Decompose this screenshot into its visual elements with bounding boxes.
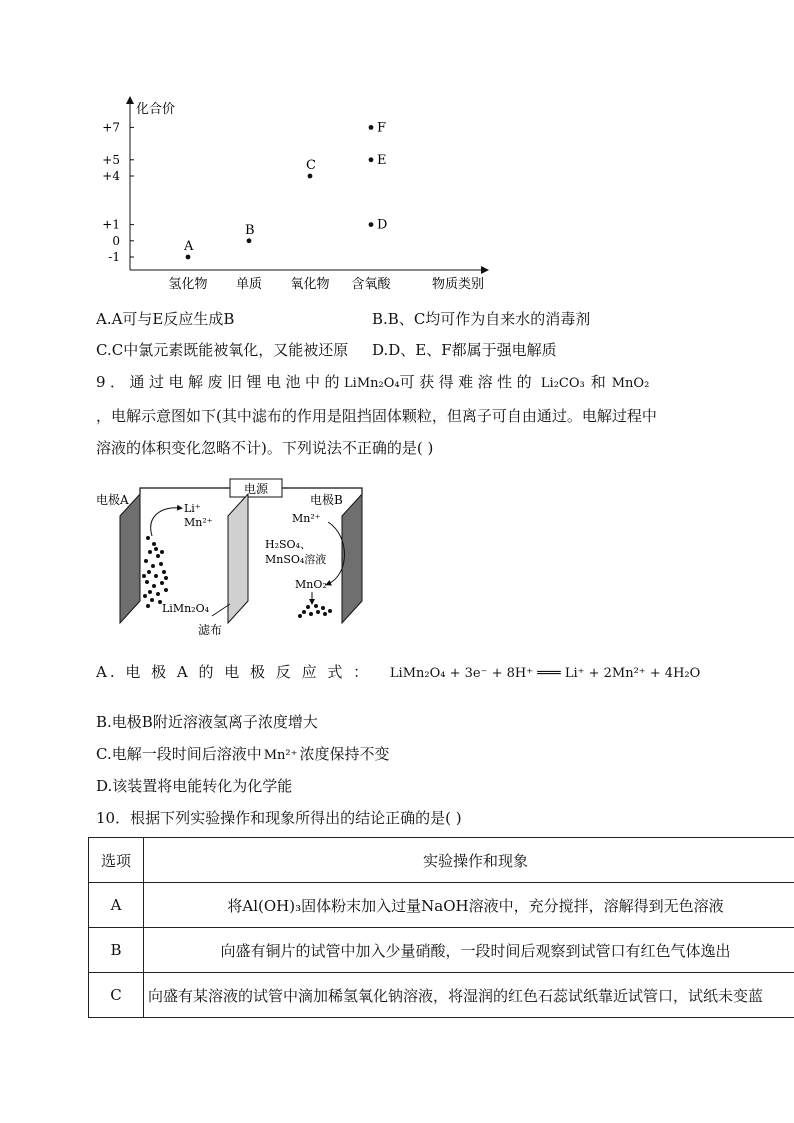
table-row [89,883,794,928]
x-category-label: 氢化物 [168,277,208,292]
q9-stem-line1 [96,372,649,394]
point-label: A [184,239,194,254]
point-label: D [377,217,388,233]
experiment-table [88,837,794,1018]
solution-label-1: H₂SO₄、 [265,538,311,551]
y-tick-label: 0 [112,233,120,248]
x-category-label: 氧化物 [290,277,330,292]
power-label: 电源 [243,482,269,496]
mno2-particles [298,604,332,618]
y-tick-label: -1 [108,250,120,264]
q9-option-b: B.电极B附近溶液氢离子浓度增大 [96,713,318,731]
table-row [89,973,794,1018]
x-category-label: 单质 [235,277,263,292]
q9-option-a-prefix: A. 电 极 A 的 电 极 反 应 式 ： [96,663,372,681]
li-ion-label: Li⁺ [184,502,201,515]
solution-label-2: MnSO₄溶液 [265,553,327,566]
table-cell-option: A [89,883,144,928]
y-tick-label: +1 [102,217,120,232]
data-point-e [369,157,374,162]
table-cell-option: C [89,973,144,1018]
q8-option-a: A.A可与E反应生成B [96,310,235,328]
q9-compound-mno2: MnO₂ [611,376,650,391]
table-header-operation: 实验操作和现象 [144,838,794,883]
electrode-a-label: 电极A [96,493,129,507]
table-header-option: 选项 [89,838,144,883]
point-label: C [306,158,316,173]
q9-mid: 可获得难溶性的 [399,373,537,391]
q8-option-c: C.C中氯元素既能被氧化，又能被还原 [96,341,349,359]
point-label: F [377,120,387,136]
mno2-label: MnO₂ [295,578,327,591]
x-axis-label: 物质类别 [431,277,485,292]
q9-compound-li2co3: Li₂CO₃ [540,376,585,391]
table-cell-operation: 向盛有铜片的试管中加入少量硝酸，一段时间后观察到试管口有红色气体逸出 [144,928,794,973]
q9-option-c [96,744,390,766]
q8-option-b: B.B、C均可作为自来水的消毒剂 [372,310,591,328]
data-point-a [186,255,191,260]
y-axis-label: 化合价 [136,102,176,117]
mn-ion-a-label: Mn²⁺ [184,516,213,529]
q9-option-c-ion: Mn²⁺ [263,748,298,763]
mn-ion-b-label: Mn²⁺ [292,512,321,525]
table-cell-operation: 将Al(OH)₃固体粉末加入过量NaOH溶液中，充分搅拌，溶解得到无色溶液 [144,883,794,928]
data-point-d [369,222,374,227]
valence-chart [90,95,500,300]
limn2o4-particles [142,536,168,608]
q9-stem-line3: 溶液的体积变化忽略不计)。下列说法不正确的是( ) [96,439,434,457]
x-category-label: 含氧酸 [351,277,391,292]
q9-option-c-prefix: C.电解一段时间后溶液中 [96,745,262,763]
q9-and: 和 [590,373,606,391]
electrode-a [120,494,140,623]
q9-prefix: 9．通过电解废旧锂电池中的 [96,373,345,391]
point-label: B [245,222,255,238]
q10-stem: 10．根据下列实验操作和现象所得出的结论正确的是( ) [96,809,462,827]
q8-option-d: D.D、E、F都属于强电解质 [372,341,557,359]
y-tick-label: +4 [102,169,120,183]
q9-stem-line2: ，电解示意图如下(其中滤布的作用是阻挡固体颗粒，但离子可自由通过。电解过程中 [96,407,657,425]
table-cell-operation: 向盛有某溶液的试管中滴加稀氢氧化钠溶液，将湿润的红色石蕊试纸靠近试管口，试纸未变蓝 [144,973,794,1018]
data-point-f [369,125,374,130]
data-point-b [247,238,252,243]
y-tick-label: +7 [102,120,120,135]
data-point-c [308,174,313,179]
table-header-row [89,838,794,883]
electrode-b [342,494,362,623]
electrode-b-label: 电极B [310,493,343,507]
filter-label: 滤布 [198,623,223,637]
q9-option-a-equation: LiMn₂O₄ + 3e⁻ + 8H⁺ ═══ Li⁺ + 2Mn²⁺ + 4H₂O [389,666,701,681]
q9-compound-limn2o4: LiMn₂O₄ [344,376,400,391]
electrolysis-diagram [92,466,392,646]
table-cell-option: B [89,928,144,973]
filter-cloth [228,494,248,623]
table-row [89,928,794,973]
y-tick-label: +5 [102,152,120,167]
point-label: E [377,152,387,168]
limn2o4-label: LiMn₂O₄ [162,602,210,615]
q9-option-a [96,662,700,684]
q9-option-d: D.该装置将电能转化为化学能 [96,777,293,795]
q9-option-c-suffix: 浓度保持不变 [299,745,390,763]
